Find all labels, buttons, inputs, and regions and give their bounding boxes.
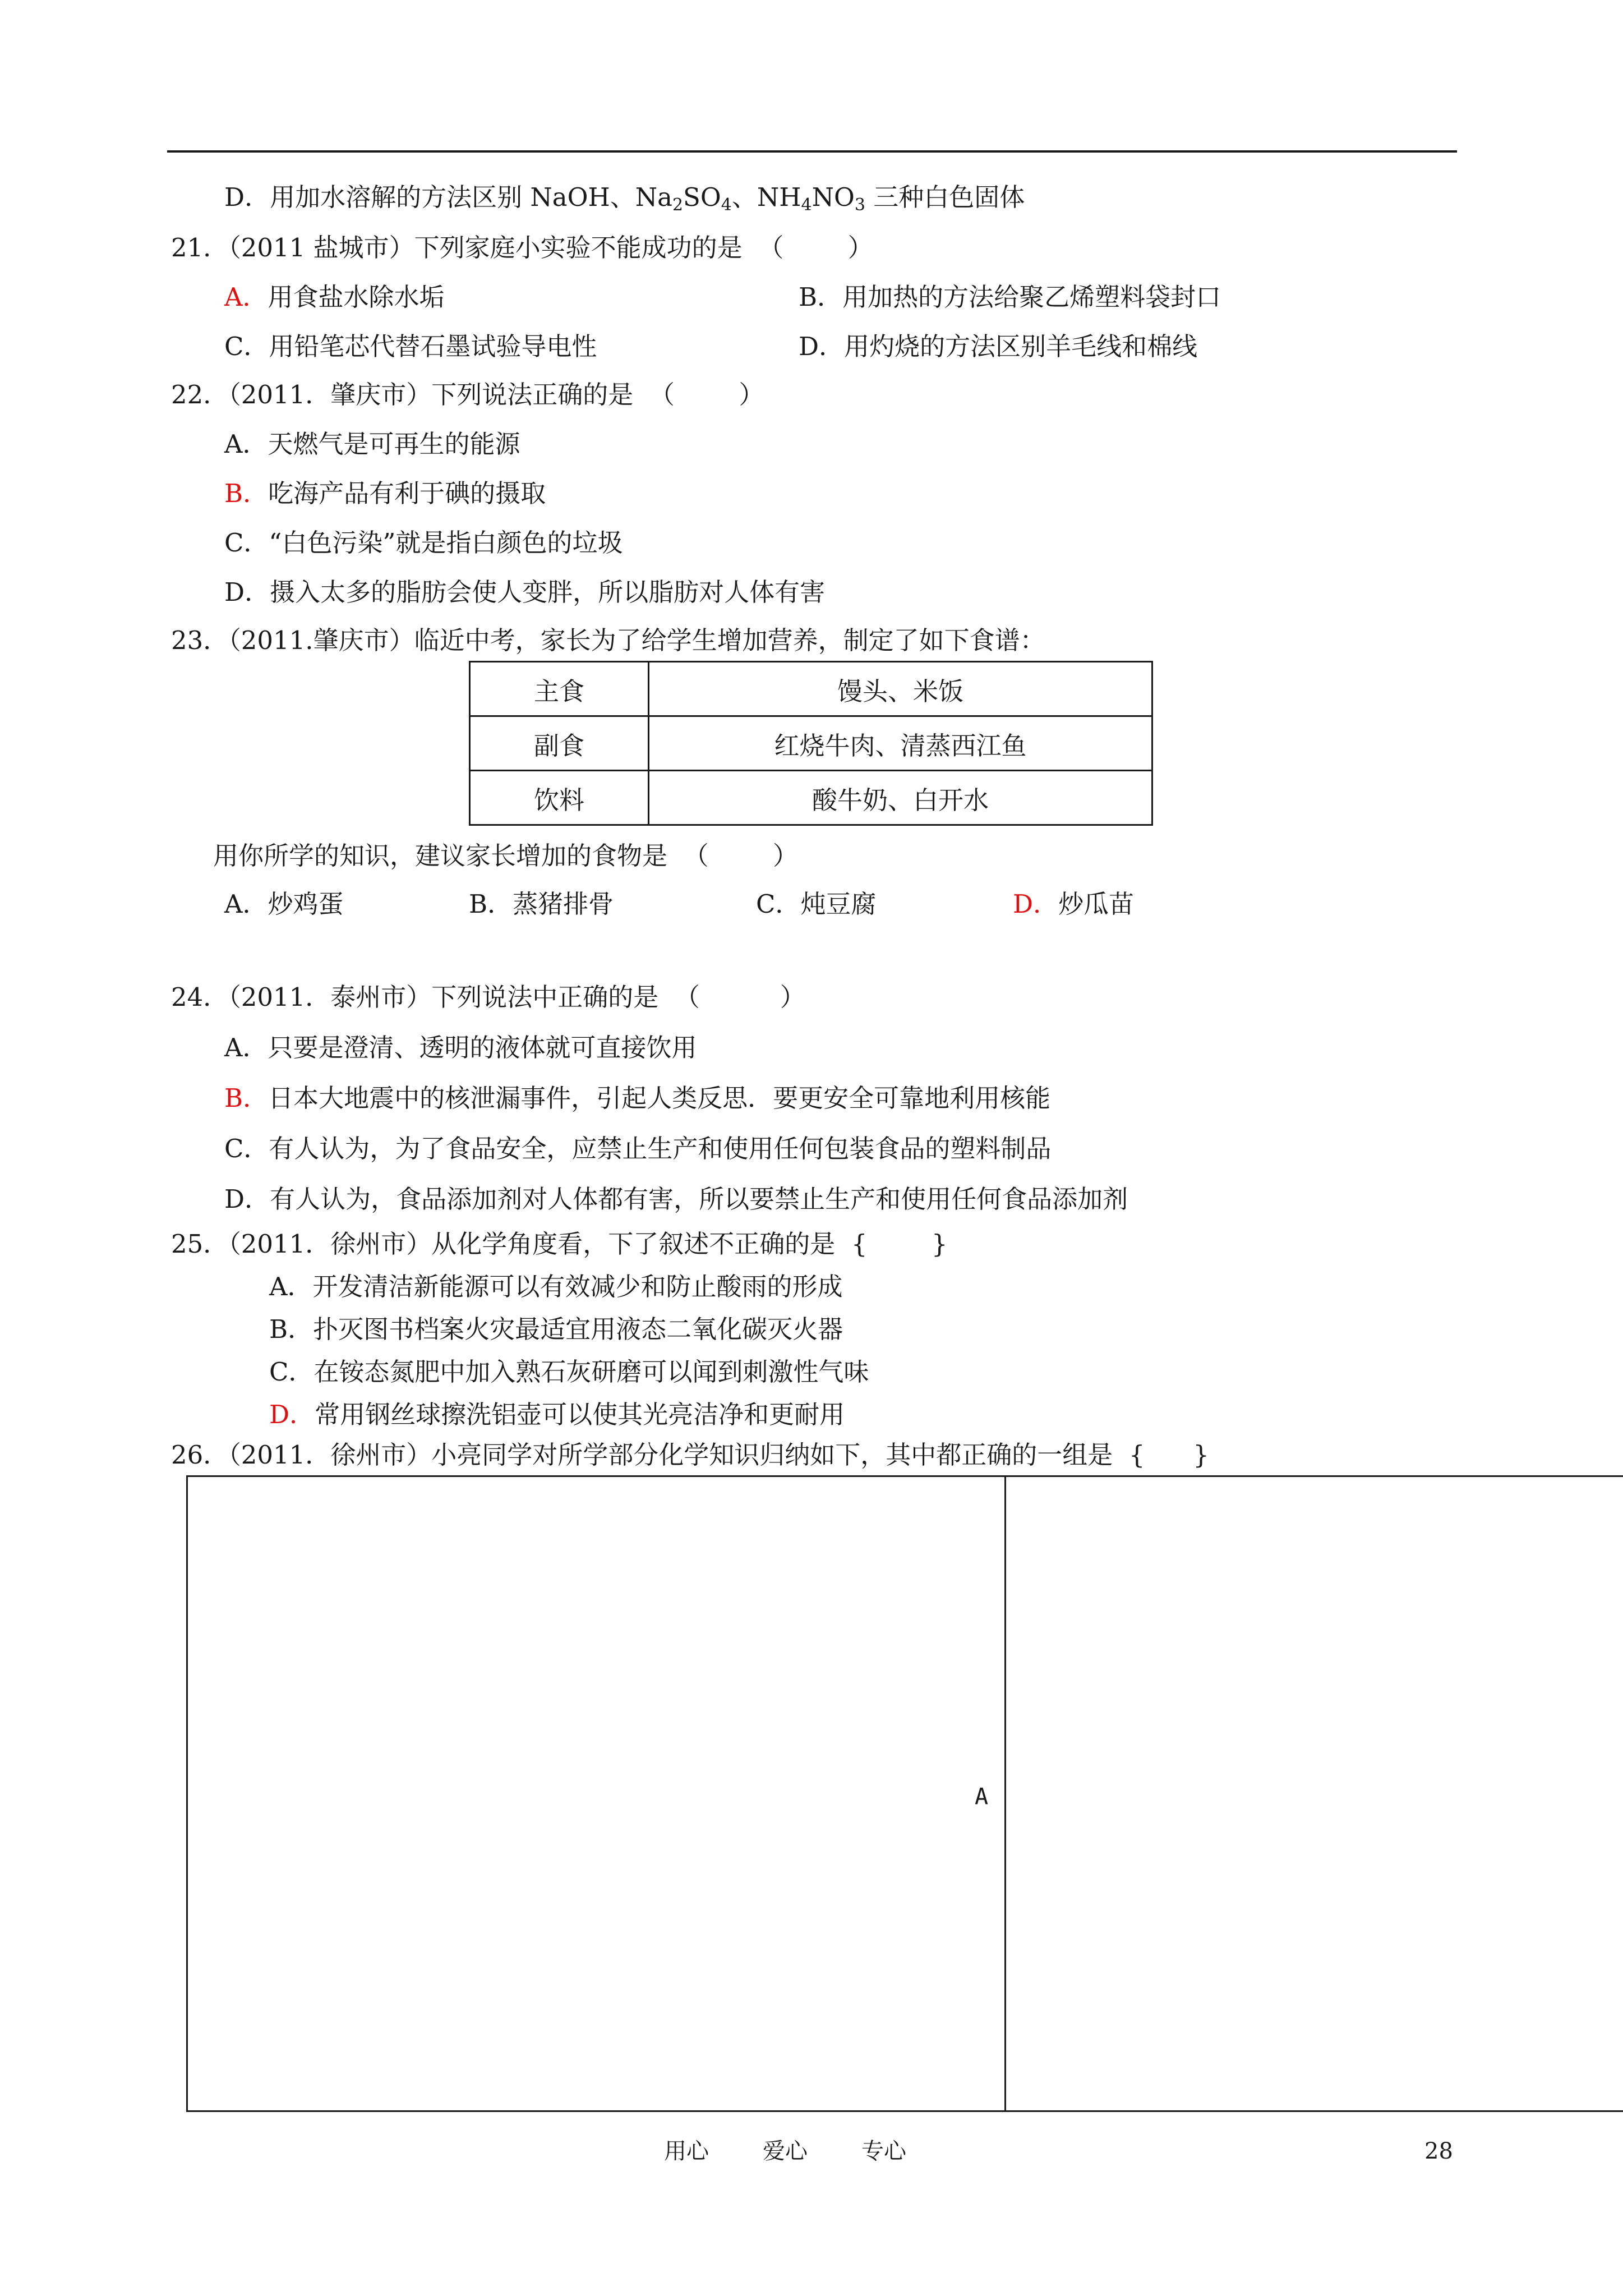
table-row bbox=[470, 662, 1152, 716]
footer-motto-3: 专心 bbox=[861, 2138, 906, 2164]
page-number: 28 bbox=[1424, 2138, 1453, 2164]
q23-option-b: B．蒸猪排骨 bbox=[469, 889, 614, 919]
footer-motto-2: 爱心 bbox=[763, 2138, 808, 2164]
q24-option-a: A．只要是澄清、透明的液体就可直接饮用 bbox=[224, 1033, 697, 1062]
menu-category: 饮料 bbox=[470, 771, 649, 825]
q26-box-label: A bbox=[975, 1784, 989, 1810]
answer-letter: B． bbox=[224, 478, 269, 508]
q23-option-d: D．炒瓜苗 bbox=[1013, 889, 1135, 919]
q23-stem: 23．（2011.肇庆市）临近中考，家长为了给学生增加营养，制定了如下食谱： bbox=[171, 625, 1045, 655]
table-row bbox=[470, 716, 1152, 771]
q21-stem: 21．（2011 盐城市）下列家庭小实验不能成功的是 （ ） bbox=[171, 233, 873, 263]
q26-answer-box bbox=[186, 1475, 1623, 2112]
q21-option-c: C．用铅笔芯代替石墨试验导电性 bbox=[224, 332, 597, 361]
header-rule bbox=[167, 150, 1457, 153]
menu-category: 副食 bbox=[470, 716, 649, 771]
q25-stem: 25．（2011．徐州市）从化学角度看，下了叙述不正确的是 { } bbox=[171, 1229, 948, 1259]
answer-letter: D． bbox=[269, 1400, 315, 1429]
q24-stem: 24．（2011．泰州市）下列说法中正确的是 （ ） bbox=[171, 982, 805, 1012]
q20-option-d: D．用加水溶解的方法区别 NaOH、$Na_2SO_4$、$NH_4NO_3$ 三种白色固体 bbox=[224, 182, 1025, 215]
menu-table bbox=[469, 661, 1153, 826]
menu-items: 红烧牛肉、清蒸西江鱼 bbox=[649, 716, 1152, 771]
answer-letter: A． bbox=[224, 282, 268, 312]
q22-option-c: C．“白色污染”就是指白颜色的垃圾 bbox=[224, 528, 623, 558]
q21-option-d: D．用灼烧的方法区别羊毛线和棉线 bbox=[799, 332, 1198, 361]
q25-option-d: D．常用钢丝球擦洗铝壶可以使其光亮洁净和更耐用 bbox=[269, 1400, 845, 1429]
q23-option-a: A．炒鸡蛋 bbox=[224, 889, 344, 919]
answer-letter: B． bbox=[224, 1083, 269, 1113]
menu-category: 主食 bbox=[470, 662, 649, 716]
q25-option-b: B．扑灭图书档案火灾最适宜用液态二氧化碳灭火器 bbox=[269, 1314, 843, 1344]
q22-stem: 22．（2011．肇庆市）下列说法正确的是 （ ） bbox=[171, 380, 764, 409]
q25-option-a: A．开发清洁新能源可以有效减少和防止酸雨的形成 bbox=[269, 1272, 843, 1301]
q24-option-c: C．有人认为，为了食品安全，应禁止生产和使用任何包装食品的塑料制品 bbox=[224, 1134, 1052, 1163]
q25-option-c: C．在铵态氮肥中加入熟石灰研磨可以闻到刺激性气味 bbox=[269, 1357, 869, 1387]
q21-option-a: A．用食盐水除水垢 bbox=[224, 282, 445, 312]
q23-option-c: C．炖豆腐 bbox=[756, 889, 877, 919]
q24-option-b: B．日本大地震中的核泄漏事件，引起人类反思．要更安全可靠地利用核能 bbox=[224, 1083, 1051, 1113]
q23-question: 用你所学的知识，建议家长增加的食物是 （ ） bbox=[213, 841, 799, 871]
q22-option-d: D．摄入太多的脂肪会使人变胖，所以脂肪对人体有害 bbox=[224, 577, 826, 607]
q21-option-b: B．用加热的方法给聚乙烯塑料袋封口 bbox=[799, 282, 1221, 312]
menu-items: 酸牛奶、白开水 bbox=[649, 771, 1152, 825]
q22-option-a: A．天燃气是可再生的能源 bbox=[224, 429, 520, 459]
q22-option-b: B．吃海产品有利于碘的摄取 bbox=[224, 478, 546, 508]
q26-stem: 26．（2011．徐州市）小亮同学对所学部分化学知识归纳如下，其中都正确的一组是 { } bbox=[171, 1440, 1209, 1470]
answer-letter: D． bbox=[1013, 889, 1059, 919]
q26-box-divider bbox=[1004, 1475, 1006, 2112]
table-row bbox=[470, 771, 1152, 825]
menu-items: 馒头、米饭 bbox=[649, 662, 1152, 716]
q24-option-d: D．有人认为，食品添加剂对人体都有害，所以要禁止生产和使用任何食品添加剂 bbox=[224, 1184, 1128, 1214]
footer-motto-1: 用心 bbox=[664, 2138, 709, 2164]
